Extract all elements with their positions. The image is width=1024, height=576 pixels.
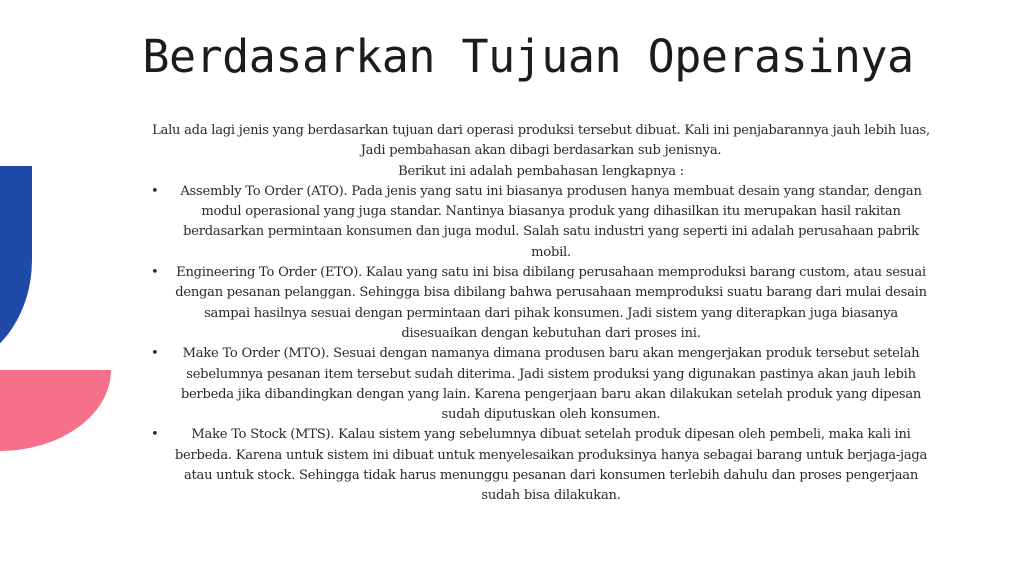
list-item-text: Make To Stock (MTS). Kalau sistem yang sebelumnya dibuat setelah produk dipesan oleh pembeli, maka kali ini berbeda. Karena untuk sistem ini dibuat untuk menyelesaikan produksinya hanya sebagai barang untuk berjaga-jaga atau untuk stock. Sehingga tidak harus menunggu pesanan dari konsumen terlebih dahulu dan proses pengerjaan sudah bisa dilakukan. [174, 427, 928, 504]
decorative-pink-shape [0, 370, 111, 451]
list-item [146, 182, 936, 263]
bullet-icon: • [151, 346, 159, 362]
bullet-icon: • [151, 265, 159, 281]
bullet-icon: • [151, 183, 159, 199]
list-item-text: Assembly To Order (ATO). Pada jenis yang satu ini biasanya produsen hanya membuat desain yang standar, dengan modul operasional yang juga standar. Nantinya biasanya produk yang dihasilkan itu merupakan hasil rakitan berdasarkan permintaan konsumen dan juga modul. Salah satu industri yang seperti ini adalah perusahaan pabrik mobil. [180, 183, 922, 260]
intro-paragraph: Lalu ada lagi jenis yang berdasarkan tujuan dari operasi produksi tersebut dibuat. Kali ini penjabarannya jauh lebih luas, Jadi pembahasan akan dibagi berdasarkan sub jenisnya. [152, 123, 930, 159]
list-item [146, 263, 936, 344]
list-item-text: Engineering To Order (ETO). Kalau yang satu ini bisa dibilang perusahaan memproduksi barang custom, atau sesuai dengan pesanan pelanggan. Sehingga bisa dibilang bahwa perusahaan memproduksi suatu barang dari mulai desain sampai hasilnya sesuai dengan permintaan dari pihak konsumen. Jadi sistem yang diterapkan juga biasanya disesuaikan dengan kebutuhan dari proses ini. [175, 265, 927, 341]
decorative-blue-shape [0, 166, 32, 370]
lead-line: Berikut ini adalah pembahasan lengkapnya : [398, 163, 684, 179]
bullet-icon: • [151, 427, 159, 443]
slide-body [146, 121, 936, 507]
bullet-list [146, 182, 936, 507]
list-item [146, 425, 936, 506]
slide-title: Berdasarkan Tujuan Operasinya [142, 30, 914, 83]
list-item [146, 344, 936, 425]
list-item-text: Make To Order (MTO). Sesuai dengan namanya dimana produsen baru akan mengerjakan produk tersebut setelah sebelumnya pesanan item tersebut sudah diterima. Jadi sistem produksi yang digunakan pastinya akan jauh lebih berbeda jika dibandingkan dengan yang lain. Karena pengerjaan baru akan dilakukan setelah produk yang dipesan sudah diputuskan oleh konsumen. [180, 346, 922, 423]
